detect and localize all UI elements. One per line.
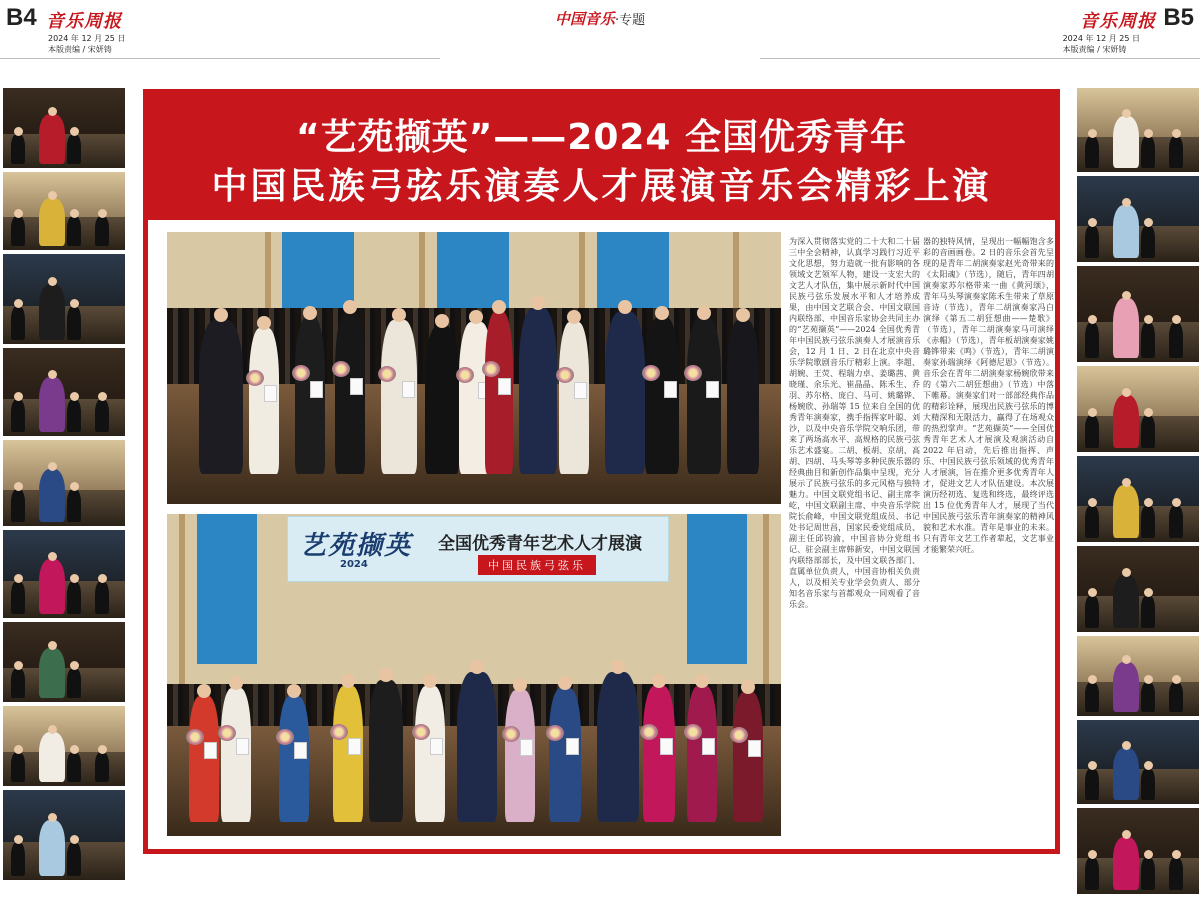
stage-pillar [179, 514, 185, 704]
performer-figure [249, 314, 279, 474]
performer-figure [485, 298, 513, 474]
performer-photo-strip-right [1077, 88, 1199, 898]
header-divider-left [0, 58, 440, 59]
performer-figure [279, 682, 309, 822]
section-name: ·专题 [614, 13, 646, 28]
headline-line-2: 中国民族弓弦乐演奏人才展演音乐会精彩上演 [211, 166, 992, 207]
performer-photo [1077, 266, 1199, 362]
performer-figure [457, 658, 497, 822]
performer-photo [3, 254, 125, 344]
performer-figure [687, 304, 721, 474]
performer-figure [333, 672, 363, 822]
performer-photo [3, 622, 125, 702]
performer-figure [605, 298, 645, 474]
section-tag [0, 8, 1200, 29]
performer-figure [369, 666, 403, 822]
performer-photo [3, 440, 125, 526]
performer-figure [687, 672, 717, 822]
performer-photo [1077, 456, 1199, 542]
performer-photo [3, 172, 125, 250]
editor-right: 本版责编 / 宋妍铸 [1062, 45, 1127, 54]
performer-photo [1077, 366, 1199, 452]
performer-photo [1077, 88, 1199, 172]
performer-figure [199, 306, 243, 474]
masthead-left: 音乐周报 [46, 11, 122, 32]
performer-figure [505, 676, 535, 822]
backdrop-calligraphy: 艺苑撷英 [300, 531, 413, 561]
performer-figure [559, 308, 589, 474]
performer-photo [1077, 808, 1199, 894]
article-column-1: 为深入贯彻落实党的二十大和二十届三中全会精神，认真学习践行习近平文化思想，努力造就一批有影响的各领域文艺领军人物，建设一支宏大的文艺人才队伍，集中展示新时代中国民族弓弦乐发展水平和人才培养成果，由中国文艺联合会、中国文联国内联络部、中国音乐家协会共同主办的“艺苑撷英”——2024 全国优秀青年中国民族弓弦乐演奏人才展演音乐会，12 月 1 日、2 日在北京中央音乐学院歌剧音乐厅精彩上演。李超、胡婉、王荧、程瑞力卓、姜璐茜、黄晓瑾、余乐光、崔晶晶、陈禾生、乔羽、苏尔格、庞白、马可、姚璐铧、杨婉欣、孙瑞等 15 位来自全国的优秀青年演奏家，携手指挥家叶聪、刘沙，以及中央音乐学院交响乐团，带来了两场高水平、高规格的民族弓弦乐艺术盛宴。二胡、板胡、京胡、高胡、四胡、马头琴等多种民族乐器的经典曲目和新创作品集中呈现，充分展示了民族弓弦乐的多元风格与独特魅力。中国文联党组书记、副主席李屹，中国文联副主席、中央音乐学院院长俞峰，中国文联党组成员、书记处书记周世昌，国家民委党组成员、副主任邱钧渝，中国音协分党组书记、驻会副主席韩新安，中国文联国内联络部部长，及中国文联各部门、直属单位负责人，中国音协相关负责人，以及相关专业学会负责人、部分知名音乐家与首都观众一同观看了音乐会。 [789, 237, 920, 609]
header-divider-right [760, 58, 1200, 59]
concert-group-photo-day2 [167, 514, 781, 836]
page-number-right: B5 [1163, 4, 1194, 31]
performer-figure [549, 674, 581, 822]
performer-figure [415, 672, 445, 822]
performer-figure [727, 306, 759, 474]
backdrop-title: 全国优秀青年艺术人才展演 [438, 534, 642, 554]
performer-figure [733, 678, 763, 822]
issue-date-left: 2024 年 12 月 25 日 [48, 34, 126, 43]
headline-banner [143, 89, 1060, 220]
backdrop-subtitle: 中国民族弓弦乐 [478, 555, 596, 575]
performer-photo [3, 88, 125, 168]
performer-figure [295, 304, 325, 474]
editor-left: 本版责编 / 宋妍铸 [48, 45, 112, 54]
section-brand: 中国音乐 [554, 10, 615, 28]
performer-photo [1077, 636, 1199, 716]
performer-photo-strip-left [3, 88, 125, 884]
stage-pillar [763, 514, 769, 704]
issue-meta-right [1063, 33, 1140, 55]
performer-photo [3, 348, 125, 436]
stage-wall-panel [687, 514, 747, 664]
performer-figure [221, 674, 251, 822]
page-header [0, 0, 1200, 86]
performer-figure [645, 304, 679, 474]
performer-photo [1077, 720, 1199, 804]
performer-figure [381, 306, 417, 474]
performer-figure [643, 672, 675, 822]
performer-photo [3, 790, 125, 880]
performer-photo [3, 530, 125, 618]
concert-group-photo-day1 [167, 232, 781, 504]
headline-line-1: “艺苑撷英”——2024 全国优秀青年 [295, 117, 908, 158]
performer-photo [1077, 176, 1199, 262]
performer-figure [189, 682, 219, 822]
article-column-2: 器的独特风情，呈现出一幅幅饱含多彩的音画画卷。2 日的音乐会首先呈现的是青年二胡演奏家赵光奇带来的《太阳魂》（节选），随后，青年四胡演奏家苏尔格带来一曲《黄河颂》，青年马头琴演奏家陈禾生带来了草原音诗（节选），青年二胡演奏家冯白演绎《第五二胡狂想曲——楚歌》（节选），青年二胡演奏家马可演绎《赤帽》（节选），青年板胡演奏家姚璐铧带来《鸣》（节选），青年二胡演奏家孙瑞演绎《阿德尼恩》（节选）。音乐会在青年二胡演奏家杨婉欣带来的《第六二胡狂想曲》（节选）中落下帷幕。演奏家们对一部部经典作品的精彩诠释，展现出民族弓弦乐的博大精深和无限活力，赢得了在场观众的热烈掌声。“艺苑撷英”——全国优秀青年艺术人才展演及观演活动自 2022 年启动，先后推出指挥、声乐、中国民族弓弦乐领域的优秀青年人才展演，旨在推介更多优秀青年人才，促进文艺人才队伍建设。本次展演历经初选、复选和终选，最终评选出 15 位优秀青年人才，展现了当代中国民族弓弦乐青年演奏家的精神风貌和艺术水准。青年是事业的未来。只有青年文艺工作者辈起，文艺事业才能繁荣兴旺。 [923, 237, 1054, 554]
performer-photo [1077, 546, 1199, 632]
event-backdrop-banner [287, 516, 669, 582]
performer-figure [597, 658, 639, 822]
performer-photo [3, 706, 125, 786]
backdrop-year: 2024 [340, 559, 368, 570]
performer-figure [335, 298, 365, 474]
performer-figure [425, 312, 459, 474]
page-number-left: B4 [6, 4, 37, 31]
issue-date-right: 2024 年 12 月 25 日 [1062, 34, 1140, 43]
issue-meta-left [48, 33, 125, 55]
stage-wall-panel [197, 514, 257, 664]
masthead-right: 音乐周报 [1080, 11, 1156, 32]
performer-figure [519, 294, 557, 474]
